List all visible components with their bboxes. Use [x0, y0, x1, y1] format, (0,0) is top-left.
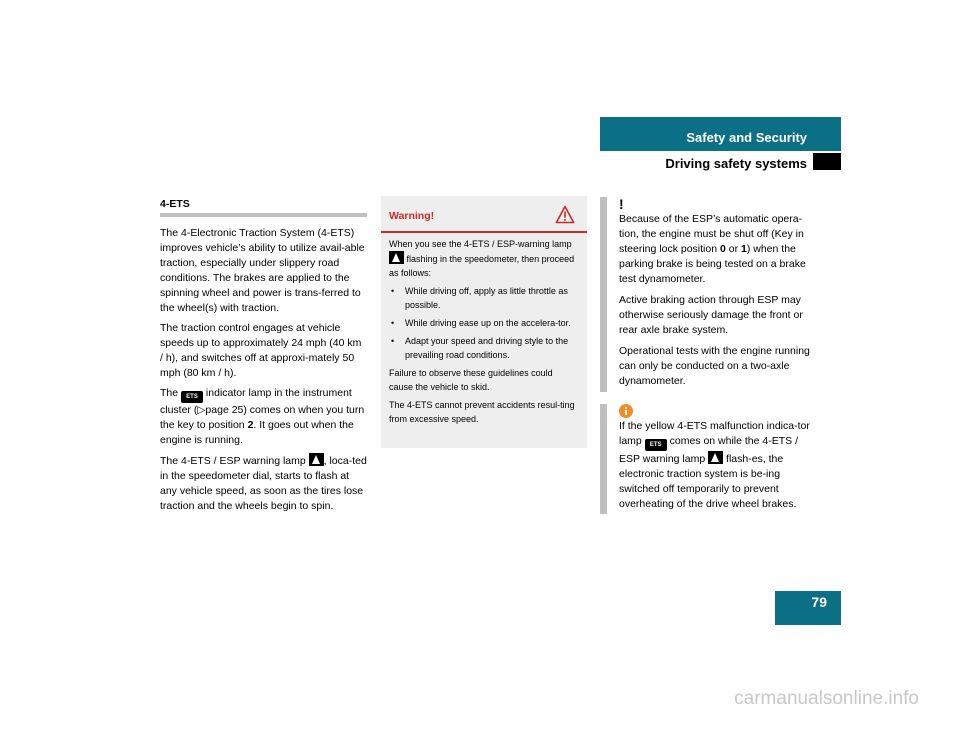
page-ref-icon: ▷: [197, 404, 206, 416]
warning-triangle-icon: [555, 205, 575, 224]
warning-list: [389, 284, 579, 362]
text: , loca-ted in the speedometer dial, starts to flash at any vehicle speed, as soon as the tires lose traction and the wheels begin to spin.: [160, 455, 367, 512]
text: flash-es, the electronic traction system is be-ing switched off temporarily to prevent overheating of the drive wheel brakes.: [619, 453, 797, 510]
paragraph-indicator: [160, 386, 367, 448]
warning-speed-text: The 4-ETS cannot prevent accidents resul-ting from excessive speed.: [389, 400, 575, 424]
warning-header: [381, 196, 587, 233]
text: flashing in the speedometer, then proceed as follows:: [389, 254, 575, 278]
caution-paragraph: Operational tests with the engine running can only be conducted on a two-axle dynamometer.: [619, 345, 810, 387]
key-position: 1: [741, 243, 747, 255]
esp-warning-lamp-icon: [389, 251, 404, 264]
info-note: [600, 404, 810, 514]
warning-skid-text: Failure to observe these guidelines could cause the vehicle to skid.: [389, 368, 553, 392]
list-item: • Adapt your speed and driving style to the prevailing road conditions.: [389, 334, 579, 362]
text: indicator lamp in the instrument cluster (: [160, 387, 352, 416]
warning-intro: [389, 237, 579, 280]
page-number: 79: [811, 594, 827, 610]
watermark: carmanualsonline.info: [734, 688, 919, 709]
header-marker: [813, 153, 841, 170]
text: comes on while the 4-ETS / ESP warning lamp: [619, 435, 798, 465]
left-column: [160, 198, 367, 514]
caution-paragraph: [619, 212, 810, 287]
warning-box: [381, 196, 587, 448]
ets-lamp-icon: ETS: [181, 391, 203, 403]
info-paragraph: [619, 419, 810, 512]
text: If the yellow 4-ETS malfunction indica-tor lamp: [619, 420, 810, 447]
warning-title: Warning!: [389, 210, 435, 222]
paragraph-speed: The traction control engages at vehicle speeds up to approximately 24 mph (40 km / h), and switches off at approxi-mately 50 mph (80 km / h).: [160, 322, 362, 379]
text: or: [725, 243, 741, 255]
caution-note: [600, 197, 810, 392]
exclamation-icon: !: [619, 196, 624, 212]
text: ) when the parking brake is being tested on a brake test dynamometer.: [619, 243, 806, 285]
text: The: [160, 387, 182, 399]
list-item: • While driving ease up on the accelera-tor.: [389, 316, 579, 330]
key-position: 0: [719, 243, 726, 255]
topic-heading: 4-ETS: [160, 198, 367, 217]
caution-paragraph: Active braking action through ESP may otherwise seriously damage the front or rear axle brake system.: [619, 294, 803, 336]
paragraph-intro: The 4-Electronic Traction System (4-ETS) improves vehicle’s ability to utilize avail-able traction, especially under slippery road conditions. The brakes are applied to the spinning wheel and power is trans-ferred to the wheel(s) with traction.: [160, 227, 365, 314]
subsection-title: Driving safety systems: [665, 156, 807, 171]
warning-body: [381, 233, 587, 426]
esp-warning-lamp-icon: [708, 451, 723, 464]
ets-lamp-icon: ETS: [645, 439, 667, 451]
paragraph-warning-lamp: [160, 453, 367, 514]
section-title: Safety and Security: [686, 130, 807, 145]
page-reference-link[interactable]: page 25) comes on when you turn the key to position: [160, 404, 365, 431]
key-position: 2: [247, 419, 254, 431]
list-item: • While driving off, apply as little throttle as possible.: [389, 284, 579, 312]
text: Because of the ESP’s automatic opera-tion, the engine must be shut off (Key in steering lock position: [619, 213, 804, 255]
info-icon: [619, 404, 633, 418]
text: When you see the 4-ETS / ESP-warning lamp: [389, 239, 572, 249]
text: The 4-ETS / ESP warning lamp: [160, 455, 309, 467]
esp-warning-lamp-icon: [309, 453, 324, 466]
text: . It goes out when the engine is running.: [160, 419, 354, 446]
